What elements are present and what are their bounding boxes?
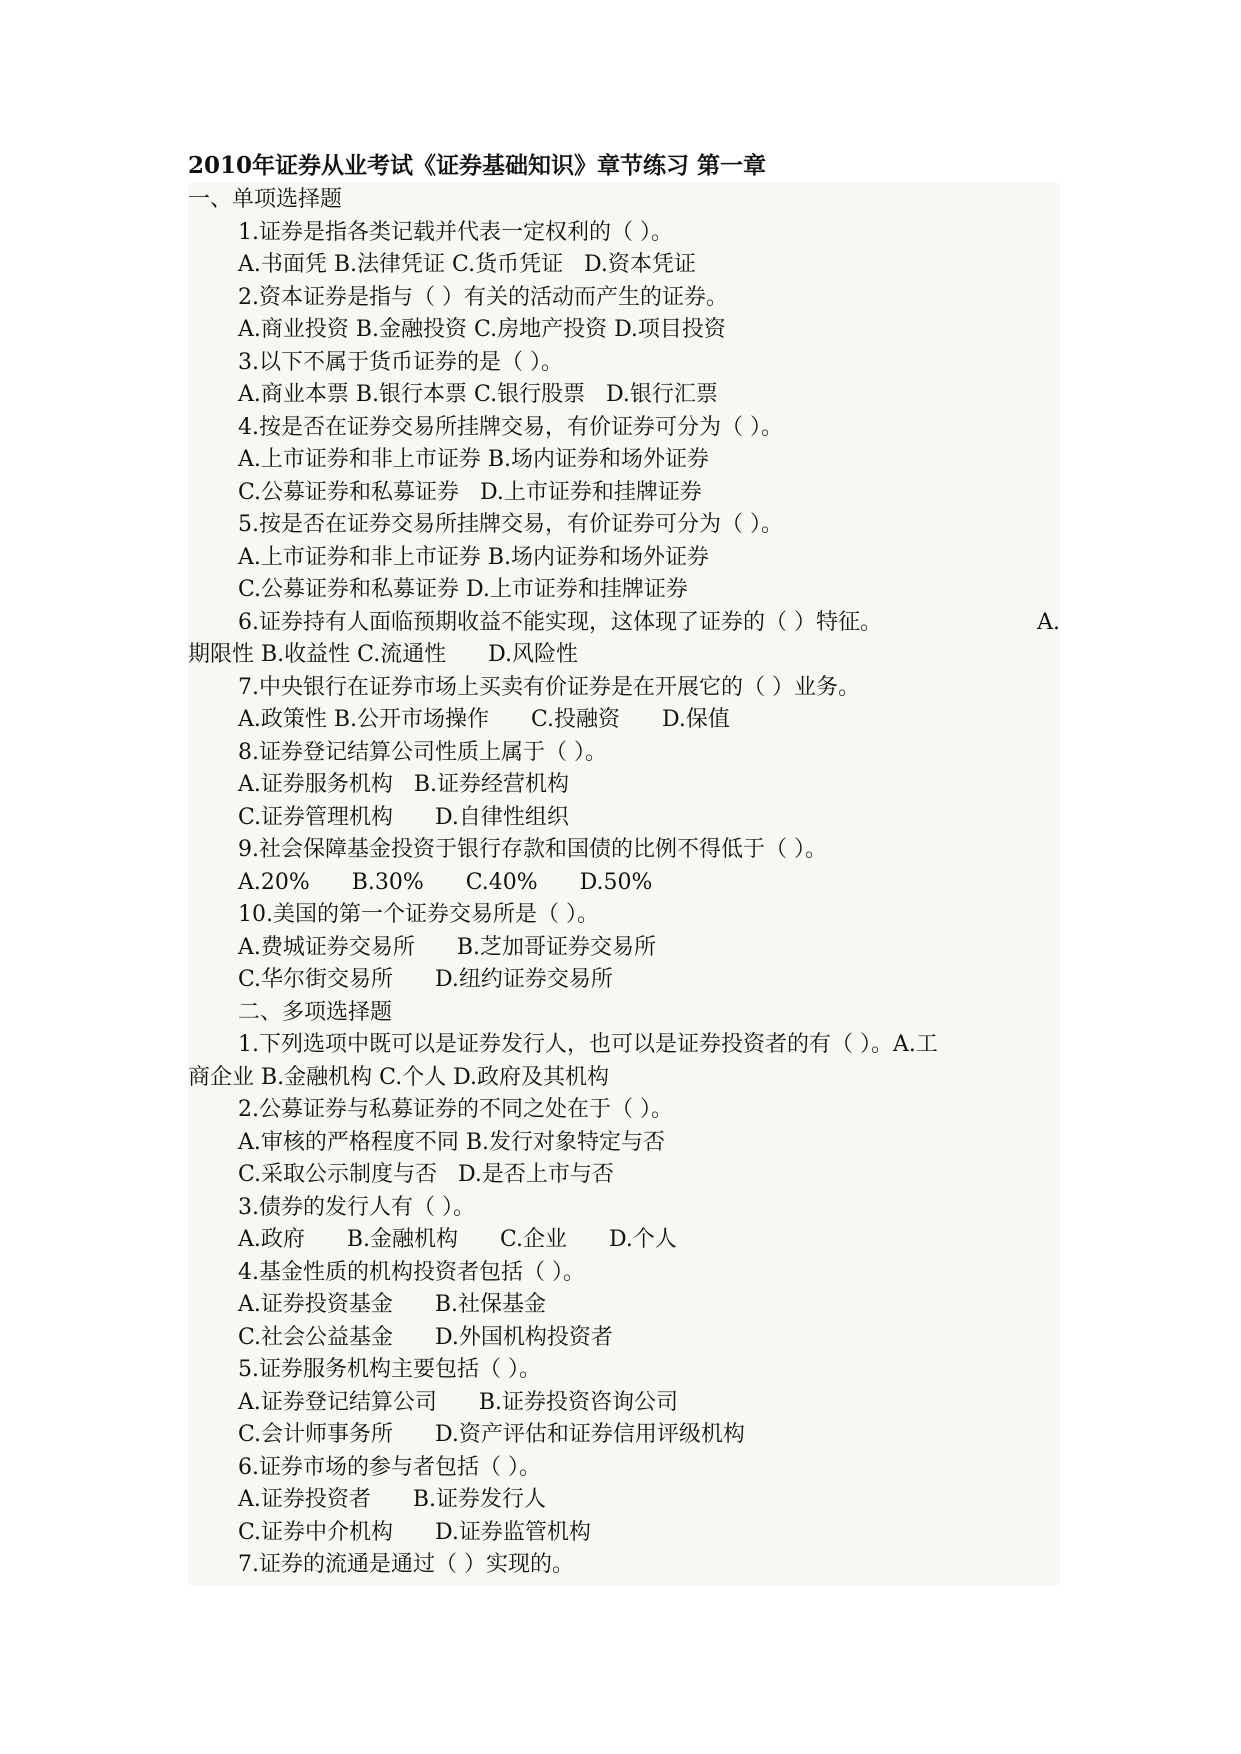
question-options: A.上市证券和非上市证券 B.场内证券和场外证券 bbox=[238, 447, 710, 472]
document-body bbox=[188, 184, 1060, 1582]
question-text: 10.美国的第一个证券交易所是（ ）。 bbox=[238, 902, 599, 927]
question-options: C.采取公示制度与否 D.是否上市与否 bbox=[238, 1162, 614, 1187]
question-text-continued: 商企业 B.金融机构 C.个人 D.政府及其机构 bbox=[188, 1064, 610, 1090]
question-options: C.公募证券和私募证券 D.上市证券和挂牌证券 bbox=[238, 577, 688, 602]
question-options: C.证券管理机构 D.自律性组织 bbox=[238, 804, 569, 830]
question-options: C.华尔街交易所 D.纽约证券交易所 bbox=[238, 967, 613, 992]
question-options: A.审核的严格程度不同 B.发行对象特定与否 bbox=[238, 1129, 666, 1155]
question-text: 4.基金性质的机构投资者包括（ ）。 bbox=[238, 1259, 585, 1285]
question-options: A.20% B.30% C.40% D.50% bbox=[238, 869, 653, 895]
question-options: C.社会公益基金 D.外国机构投资者 bbox=[238, 1324, 613, 1350]
question-text: 9.社会保障基金投资于银行存款和国债的比例不得低于（ ）。 bbox=[238, 837, 827, 862]
question-options: A.商业投资 B.金融投资 C.房地产投资 D.项目投资 bbox=[238, 317, 726, 342]
question-options: A.政策性 B.公开市场操作 C.投融资 D.保值 bbox=[238, 707, 730, 732]
question-options: A.证券登记结算公司 B.证券投资咨询公司 bbox=[238, 1389, 679, 1415]
section-heading-multiple-choice: 二、多项选择题 bbox=[238, 999, 393, 1025]
question-options: C.公募证券和私募证券 D.上市证券和挂牌证券 bbox=[238, 479, 702, 505]
question-text-part: 6.证券持有人面临预期收益不能实现，这体现了证券的（ ）特征。 bbox=[238, 609, 882, 635]
question-options: A.证券投资者 B.证券发行人 bbox=[238, 1487, 547, 1512]
section-heading-single-choice: 一、单项选择题 bbox=[188, 187, 343, 212]
question-options: A.上市证券和非上市证券 B.场内证券和场外证券 bbox=[238, 544, 710, 570]
question-text: 2.资本证券是指与（ ）有关的活动而产生的证券。 bbox=[238, 284, 728, 310]
question-text: 4.按是否在证券交易所挂牌交易，有价证券可分为（ ）。 bbox=[238, 414, 783, 440]
question-options: A.费城证券交易所 B.芝加哥证券交易所 bbox=[238, 934, 657, 960]
question-text: 3.以下不属于货币证券的是（ ）。 bbox=[238, 349, 563, 375]
question-options: A.商业本票 B.银行本票 C.银行股票 D.银行汇票 bbox=[238, 382, 718, 407]
question-options: A.政府 B.金融机构 C.企业 D.个人 bbox=[238, 1227, 677, 1252]
question-text: 1.下列选项中既可以是证券发行人，也可以是证券投资者的有（ ）。A.工 bbox=[238, 1032, 938, 1057]
question-options: A.证券投资基金 B.社保基金 bbox=[238, 1292, 547, 1317]
question-text: 5.证券服务机构主要包括（ ）。 bbox=[238, 1357, 541, 1382]
question-options: C.证券中介机构 D.证券监管机构 bbox=[238, 1519, 591, 1545]
question-text bbox=[188, 607, 1060, 640]
question-text: 7.证券的流通是通过（ ）实现的。 bbox=[238, 1552, 574, 1577]
question-options: A.书面凭 B.法律凭证 C.货币凭证 D.资本凭证 bbox=[238, 252, 696, 277]
question-text: 5.按是否在证券交易所挂牌交易，有价证券可分为（ ）。 bbox=[238, 512, 783, 537]
document-title: 2010年证券从业考试《证券基础知识》章节练习 第一章 bbox=[188, 152, 767, 179]
question-text: 6.证券市场的参与者包括（ ）。 bbox=[238, 1454, 541, 1480]
question-options: C.会计师事务所 D.资产评估和证券信用评级机构 bbox=[238, 1422, 745, 1447]
question-text-part: A. bbox=[1037, 609, 1060, 635]
question-options: 期限性 B.收益性 C.流通性 D.风险性 bbox=[188, 642, 578, 667]
question-options: A.证券服务机构 B.证券经营机构 bbox=[238, 772, 570, 797]
question-text: 1.证券是指各类记载并代表一定权利的（ ）。 bbox=[238, 219, 673, 245]
question-text: 7.中央银行在证券市场上买卖有价证券是在开展它的（ ）业务。 bbox=[238, 674, 860, 700]
question-text: 2.公募证券与私募证券的不同之处在于（ ）。 bbox=[238, 1097, 673, 1122]
question-text: 3.债券的发行人有（ ）。 bbox=[238, 1194, 475, 1220]
question-text: 8.证券登记结算公司性质上属于（ ）。 bbox=[238, 739, 607, 765]
